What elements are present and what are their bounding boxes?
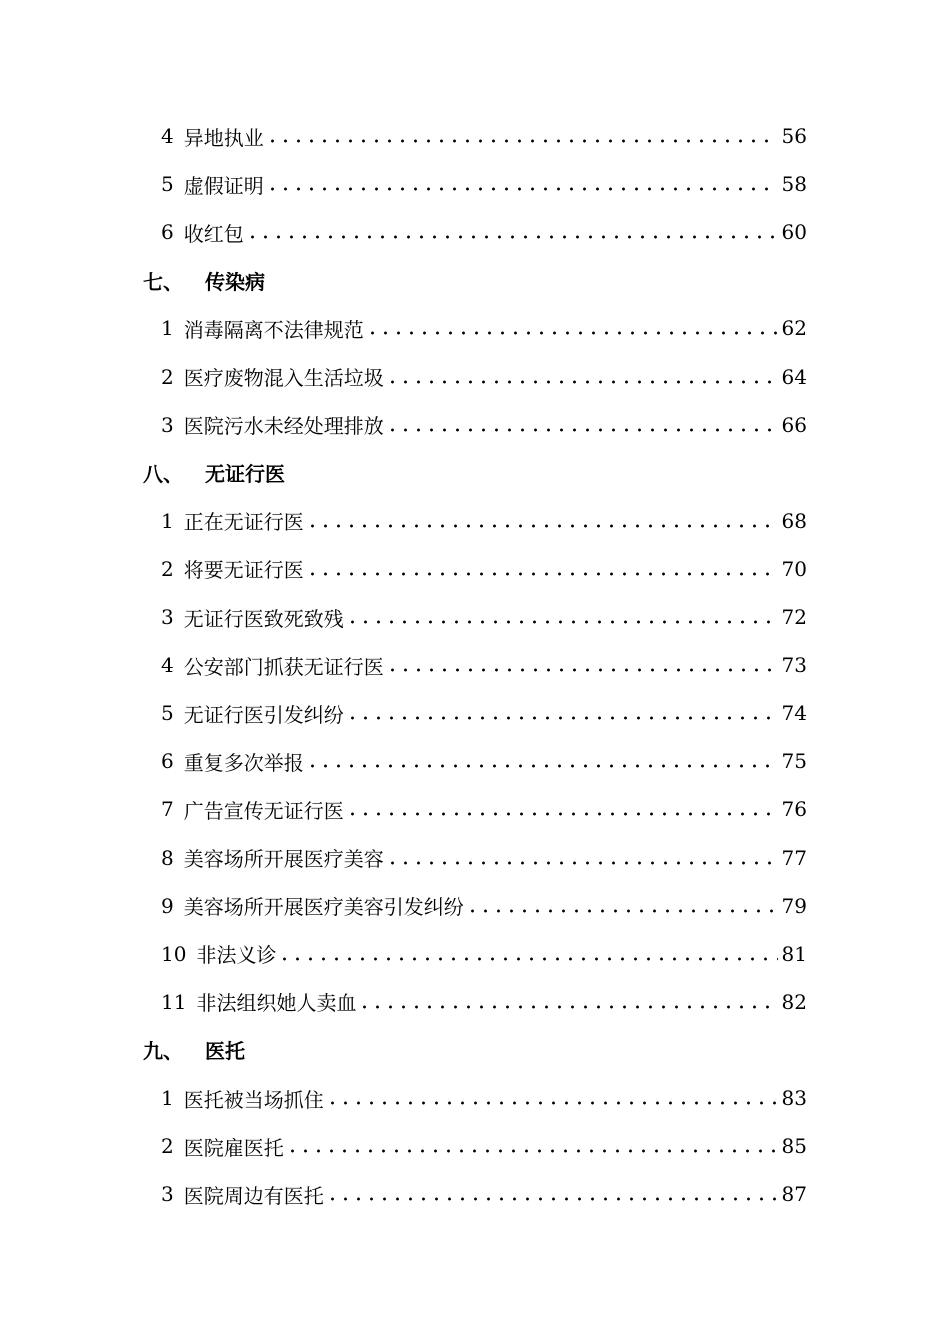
toc-entry[interactable]: [161, 794, 807, 824]
section-number: 七、: [143, 269, 183, 294]
toc-entry[interactable]: [161, 698, 807, 728]
page-number: 66: [781, 412, 807, 437]
dot-leader: [386, 378, 778, 386]
section-title: 医托: [205, 1039, 245, 1064]
dot-leader: [346, 714, 778, 722]
entry-title: 非法义诊: [196, 943, 277, 968]
entry-title: 虚假证明: [183, 173, 264, 198]
entry-title: 医疗废物混入生活垃圾: [183, 366, 384, 390]
entry-title: 医托被当场抓住: [183, 1087, 324, 1112]
section-number: 九、: [143, 1039, 183, 1064]
dot-leader: [306, 570, 778, 578]
dot-leader: [266, 137, 778, 145]
entry-number: 11: [161, 989, 187, 1014]
page-number: 58: [781, 172, 807, 197]
toc-entry[interactable]: [161, 843, 807, 873]
entry-title: 无证行医致死致残: [183, 606, 344, 631]
page-number: 72: [781, 605, 807, 629]
page-number: 76: [781, 797, 807, 822]
toc-entry[interactable]: [161, 891, 807, 921]
toc-entry[interactable]: [161, 602, 807, 632]
page-number: 74: [781, 701, 807, 726]
toc-section-heading: [143, 458, 285, 488]
entry-title: 医院污水未经处理排放: [183, 414, 384, 439]
entry-number: 2: [161, 364, 174, 389]
toc-entry[interactable]: [161, 362, 807, 392]
dot-leader: [326, 1195, 778, 1203]
entry-number: 4: [161, 124, 174, 148]
page-number: 68: [781, 508, 807, 533]
entry-number: 3: [161, 605, 174, 629]
entry-title: 医院雇医托: [183, 1135, 284, 1160]
entry-title: 广告宣传无证行医: [183, 798, 344, 823]
entry-number: 5: [161, 701, 174, 726]
dot-leader: [326, 1099, 778, 1107]
entry-title: 收红包: [183, 221, 244, 246]
entry-number: 10: [161, 941, 187, 966]
dot-leader: [466, 907, 778, 915]
toc-entry[interactable]: [161, 1131, 807, 1161]
toc-entry[interactable]: [161, 1179, 807, 1209]
toc-entry[interactable]: [161, 987, 807, 1017]
entry-title: 医院周边有医托: [183, 1183, 324, 1208]
toc-section-heading: [143, 265, 265, 295]
page-number: 82: [781, 989, 807, 1014]
entry-title: 重复多次举报: [183, 750, 304, 775]
page-number: 79: [781, 893, 807, 918]
dot-leader: [386, 859, 778, 867]
page-number: 85: [781, 1134, 807, 1159]
dot-leader: [246, 233, 778, 241]
toc-entry[interactable]: [161, 169, 807, 199]
toc-entry[interactable]: [161, 217, 807, 247]
entry-number: 2: [161, 556, 174, 581]
entry-number: 6: [161, 749, 174, 774]
dot-leader: [306, 762, 778, 770]
entry-number: 8: [161, 845, 174, 870]
dot-leader: [346, 618, 778, 626]
page-number: 77: [781, 845, 807, 870]
entry-number: 9: [161, 893, 174, 918]
dot-leader: [278, 955, 777, 963]
page-number: 70: [781, 556, 807, 581]
dot-leader: [386, 426, 778, 434]
entry-number: 4: [161, 653, 174, 678]
toc-entry[interactable]: [161, 313, 807, 343]
section-title: 传染病: [205, 269, 265, 294]
page-number: 56: [781, 124, 807, 148]
entry-number: 1: [161, 508, 174, 533]
dot-leader: [306, 522, 778, 530]
entry-title: 美容场所开展医疗美容引发纠纷: [183, 895, 464, 920]
toc-entry[interactable]: [161, 506, 807, 536]
entry-number: 2: [161, 1134, 174, 1159]
toc-entry[interactable]: [161, 1083, 807, 1113]
page-number: 64: [781, 364, 807, 389]
entry-number: 1: [161, 1086, 174, 1110]
entry-title: 公安部门抓获无证行医: [183, 654, 384, 679]
dot-leader: [286, 1147, 778, 1155]
dot-leader: [366, 329, 778, 337]
toc-section-heading: [143, 1035, 245, 1065]
section-number: 八、: [143, 462, 183, 487]
entry-number: 6: [161, 220, 174, 245]
dot-leader: [346, 810, 778, 818]
page-number: 81: [781, 941, 807, 966]
entry-title: 消毒隔离不法律规范: [183, 317, 364, 342]
entry-title: 异地执业: [183, 125, 264, 150]
toc-entry[interactable]: [161, 650, 807, 680]
section-title: 无证行医: [205, 462, 285, 487]
toc-entry[interactable]: [161, 121, 807, 151]
entry-number: 7: [161, 797, 174, 822]
toc-entry[interactable]: [161, 554, 807, 584]
page-number: 75: [781, 749, 807, 774]
entry-number: 3: [161, 412, 174, 437]
page-number: 83: [781, 1086, 807, 1110]
entry-title: 美容场所开展医疗美容: [183, 847, 384, 871]
entry-title: 非法组织她人卖血: [196, 991, 357, 1016]
entry-title: 将要无证行医: [183, 558, 304, 583]
page-number: 60: [781, 220, 807, 245]
entry-number: 3: [161, 1182, 174, 1207]
entry-number: 5: [161, 172, 174, 197]
toc-entry[interactable]: [161, 410, 807, 440]
entry-title: 无证行医引发纠纷: [183, 702, 344, 727]
dot-leader: [358, 1003, 777, 1011]
page-number: 73: [781, 653, 807, 678]
entry-number: 1: [161, 316, 174, 341]
toc-entry[interactable]: [161, 939, 807, 969]
toc-entry[interactable]: [161, 746, 807, 776]
dot-leader: [386, 666, 778, 674]
page-number: 87: [781, 1182, 807, 1207]
page-number: 62: [781, 316, 807, 341]
dot-leader: [266, 185, 778, 193]
entry-title: 正在无证行医: [183, 510, 304, 535]
